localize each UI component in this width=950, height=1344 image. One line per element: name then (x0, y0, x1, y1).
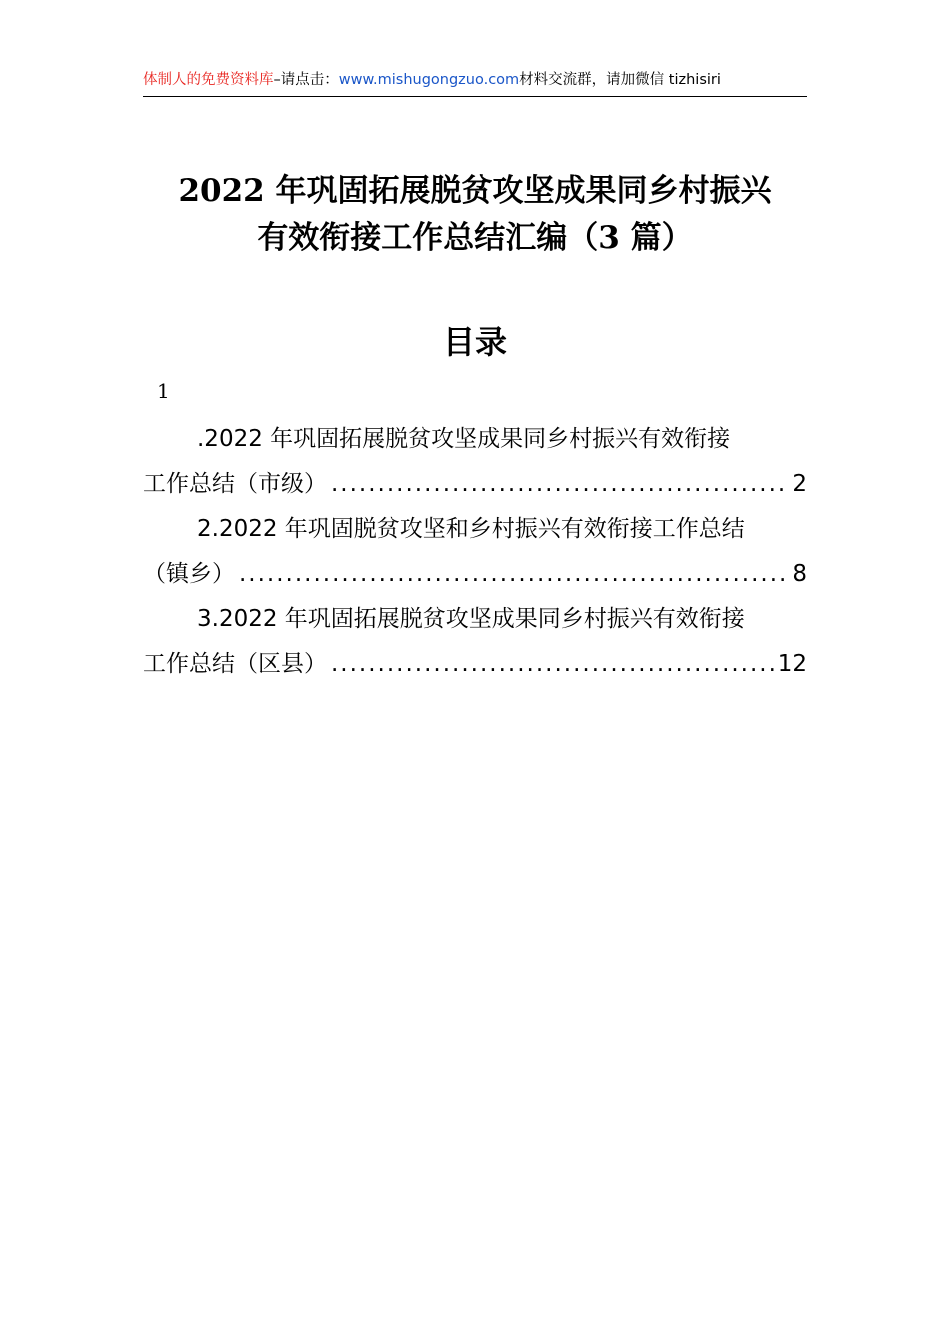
document-title (143, 168, 807, 262)
toc-entry-title-cont: （镇乡） (143, 561, 235, 587)
toc-page-number: 8 (792, 561, 807, 587)
toc-entry-number: 1 (157, 379, 170, 403)
header-brand: 体制人的免费资料库 (143, 72, 274, 88)
toc-page-number: 12 (777, 651, 807, 677)
toc-entry[interactable] (143, 597, 807, 687)
toc-entry[interactable] (143, 417, 807, 507)
toc-heading: 目录 (442, 323, 507, 361)
header-tail: 材料交流群，请加微信 tizhisiri (519, 72, 721, 88)
header-link[interactable]: www.mishugongzuo.com (338, 72, 520, 88)
header-prompt: –请点击： (273, 72, 339, 88)
toc-page-number: 2 (792, 471, 807, 497)
toc-leader-dots (331, 642, 774, 687)
table-of-contents (143, 417, 807, 687)
title-line-1: 2022 年巩固拓展脱贫攻坚成果同乡村振兴 (178, 173, 772, 209)
toc-leader-dots (331, 462, 788, 507)
page-header (143, 66, 807, 97)
toc-entry-title: .2022 年巩固拓展脱贫攻坚成果同乡村振兴有效衔接 (197, 426, 731, 452)
toc-leader-dots (239, 552, 788, 597)
title-line-2: 有效衔接工作总结汇编（3 篇） (257, 220, 693, 256)
toc-entry-title-cont: 工作总结（区县） (143, 651, 327, 677)
toc-entry-title-cont: 工作总结（市级） (143, 471, 327, 497)
toc-entry[interactable] (143, 507, 807, 597)
toc-entry-title: 2.2022 年巩固脱贫攻坚和乡村振兴有效衔接工作总结 (197, 516, 745, 542)
toc-entry-title: 3.2022 年巩固拓展脱贫攻坚成果同乡村振兴有效衔接 (197, 606, 745, 632)
